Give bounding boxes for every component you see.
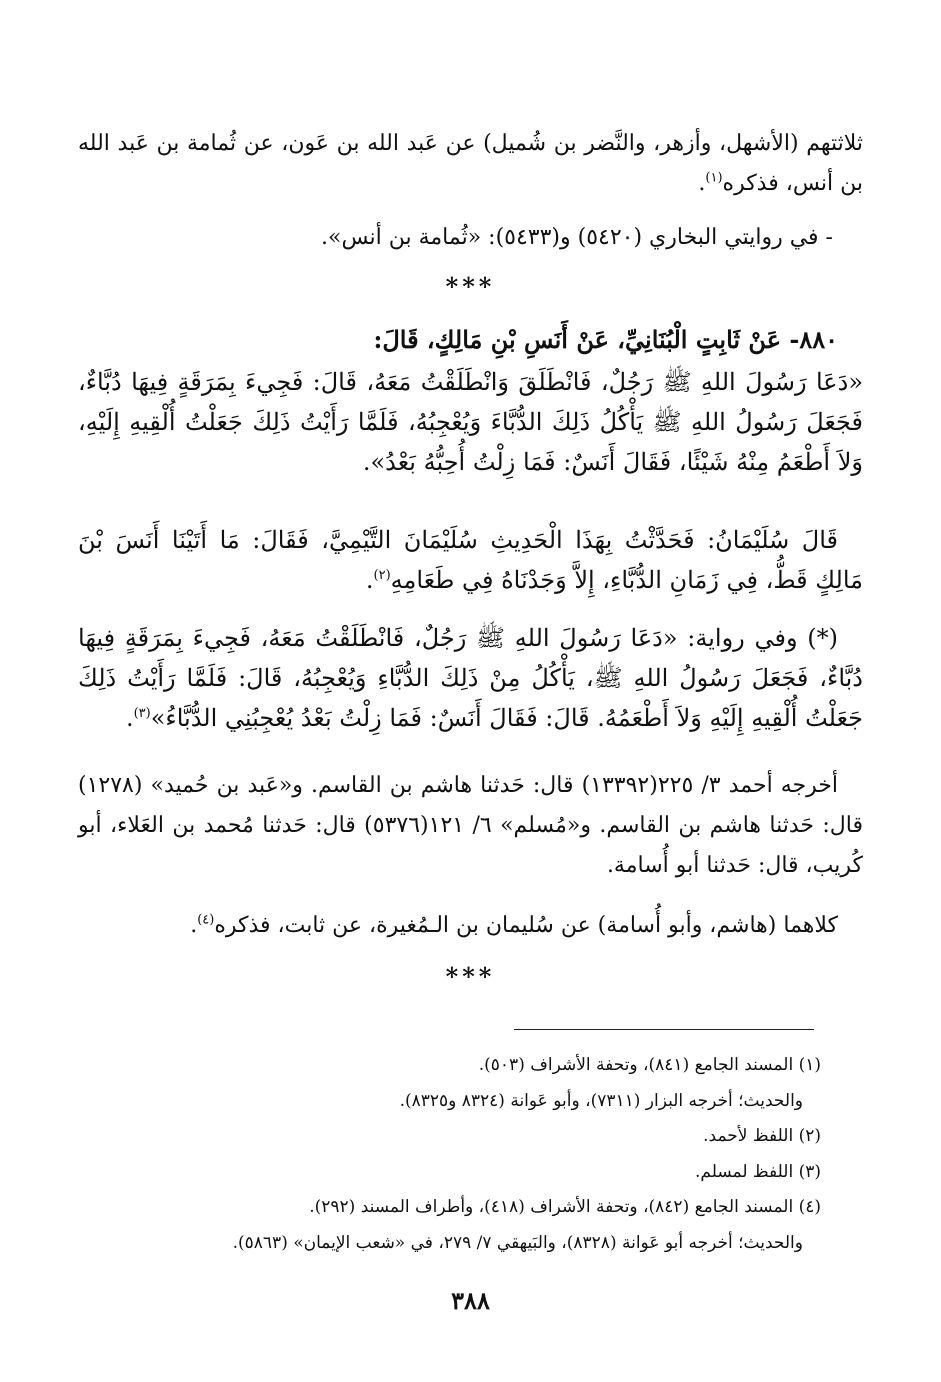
paragraph-bukhari-note [78,218,863,258]
paragraph-kilahuma: كلاهما (هاشم، وأبو أُسامة) عن سُليمان بن الـمُغيرة، عن ثابت، فذكره$^{(٤)}$. [190,912,838,938]
footnote-ref-2: (٢) [373,568,391,583]
hadith-text: «دَعَا رَسُولَ اللهِ ﷺ رَجُلٌ، فَانْطَلَقَ وَانْطَلَقْتُ مَعَهُ، قَالَ: فَجِيءَ بِمَرَقَةٍ فِيهَا دُبَّاءٌ، فَجَعَلَ رَسُولُ اللهِ ﷺ يَأْكُلُ ذَلِكَ الدُّبَّاءَ وَيُعْجِبُهُ، فَلَمَّا رَأَيْتُ ذَلِكَ جَعَلْتُ أُلْقِيهِ إِلَيْهِ، وَلاَ أَطْعَمُ مِنْهُ شَيْئًا، فَقَالَ أَنَسٌ: فَمَا زِلْتُ أُحِبُّهُ بَعْدُ». [78,368,863,476]
hadith-text: (*) وفي رواية: «دَعَا رَسُولَ اللهِ ﷺ رَجُلٌ، فَانْطَلَقْتُ مَعَهُ، فَجِيءَ بِمَرَقَةٍ فِيهَا دُبَّاءٌ، فَجَعَلَ رَسُولُ اللهِ ﷺ، يَأْكُلُ مِنْ ذَلِكَ الدُّبَّاءِ وَيُعْجِبُهُ، قَالَ: فَلَمَّا رَأَيْتُ ذَلِكَ جَعَلْتُ أُلْقِيهِ إِلَيْهِ وَلاَ أَطْعَمُهُ. قَالَ: فَقَالَ أَنَسٌ: فَمَا زِلْتُ بَعْدُ يُعْجِبُنِي الدُّبَّاءُ» [78,624,863,732]
page-number: ٣٨٨ [451,1286,490,1315]
footnote-ref-4: (٤) [197,912,215,928]
footnote-4-continuation: والحديث؛ أخرجه أبو عَوانة (٨٣٢٨)، والبَيهقي ٧/ ٢٧٩، في «شعب الإيمان» (٥٨٦٣). [232,1232,803,1253]
paragraph-text: ثلاثتهم (الأشهل، وأزهر، والنَّضر بن شُميل) عن عَبد الله بن عَون، عن ثُمامة بن عَبد الله بن أنس، فذكره [78,131,863,196]
footnote-3: (٣) اللفظ لمسلم. [694,1161,821,1182]
footnote-1-continuation: والحديث؛ أخرجه البزار (٧٣١١)، وأبو عَوانة (٨٣٢٤ و٨٣٢٥). [399,1090,803,1111]
hadith-text: قَالَ سُلَيْمَانُ: فَحَدَّثْتُ بِهَذَا الْحَدِيثِ سُلَيْمَانَ التَّيْمِيَّ، فَقَالَ: مَا أَتَيْنَا أَنَسَ بْنَ مَالِكٍ قَطُّ، فِي زَمَانِ الدُّبَّاءِ، إِلاَّ وَجَدْنَاهُ فِي طَعَامِهِ [78,526,863,594]
footnote-ref-3: (٣) [133,706,151,721]
footnotes-list [80,1048,821,1261]
section-separator: *** [445,962,496,991]
footnote-2: (٢) اللفظ لأحمد. [703,1126,821,1146]
hadith-880-sulayman: قَالَ سُلَيْمَانُ: فَحَدَّثْتُ بِهَذَا الْحَدِيثِ سُلَيْمَانَ التَّيْمِيَّ، فَقَالَ: مَا أَتَيْنَا أَنَسَ بْنَ مَالِكٍ قَطُّ، فِي زَمَانِ الدُّبَّاءِ، إِلاَّ وَجَدْنَاهُ فِي طَعَامِهِ$^{(٢)}$. [78,526,863,594]
paragraph-text: - في روايتي البخاري (٥٤٢٠) و(٥٤٣٣): «ثُمامة بن أنس». [320,225,833,250]
paragraph-takhrij [78,766,863,886]
footnote-ref-1: (١) [705,170,723,186]
paragraph-chain-of-narration: ثلاثتهم (الأشهل، وأزهر، والنَّضر بن شُميل) عن عَبد الله بن عَون، عن ثُمامة بن عَبد الله بن أنس، فذكره$^{(١)}$. [78,131,863,196]
footnote-1: (١) المسند الجامع (٨٤١)، وتحفة الأشراف (٥٠٣). [478,1055,821,1075]
hadith-number-and-isnad: ٨٨٠- عَنْ ثَابِتٍ الْبُنَانِيِّ، عَنْ أَنَسِ بْنِ مَالِكٍ، قَالَ: [373,325,838,354]
section-separator: *** [445,272,496,301]
footnote-4: (٤) المسند الجامع (٨٤٢)، وتحفة الأشراف (٤١٨)، وأطراف المسند (٢٩٢). [309,1197,821,1217]
footnote-divider [514,1029,814,1030]
paragraph-text: أخرجه أحمد ٣/ ٢٢٥(١٣٣٩٢) قال: حَدثنا هاشم بن القاسم. و«عَبد بن حُميد» (١٢٧٨) قال: حَدثنا هاشم بن القاسم. و«مُسلم» ٦/ ١٢١(٥٣٧٦) قال: حَدثنا مُحمد بن العَلاء، أبو كُريب، قال: حَدثنا أبو أُسامة. [78,773,863,878]
hadith-880-heading [78,320,863,360]
hadith-880-riwaya: (*) وفي رواية: «دَعَا رَسُولَ اللهِ ﷺ رَجُلٌ، فَانْطَلَقْتُ مَعَهُ، فَجِيءَ بِمَرَقَةٍ فِيهَا دُبَّاءٌ، فَجَعَلَ رَسُولُ اللهِ ﷺ، يَأْكُلُ مِنْ ذَلِكَ الدُّبَّاءِ وَيُعْجِبُهُ، قَالَ: فَلَمَّا رَأَيْتُ ذَلِكَ جَعَلْتُ أُلْقِيهِ إِلَيْهِ وَلاَ أَطْعَمُهُ. قَالَ: فَقَالَ أَنَسٌ: فَمَا زِلْتُ بَعْدُ يُعْجِبُنِي الدُّبَّاءُ»$^{(٣)}$. [78,624,863,732]
paragraph-text: كلاهما (هاشم، وأبو أُسامة) عن سُليمان بن الـمُغيرة، عن ثابت، فذكره [214,913,838,938]
hadith-880-matn [78,362,863,482]
